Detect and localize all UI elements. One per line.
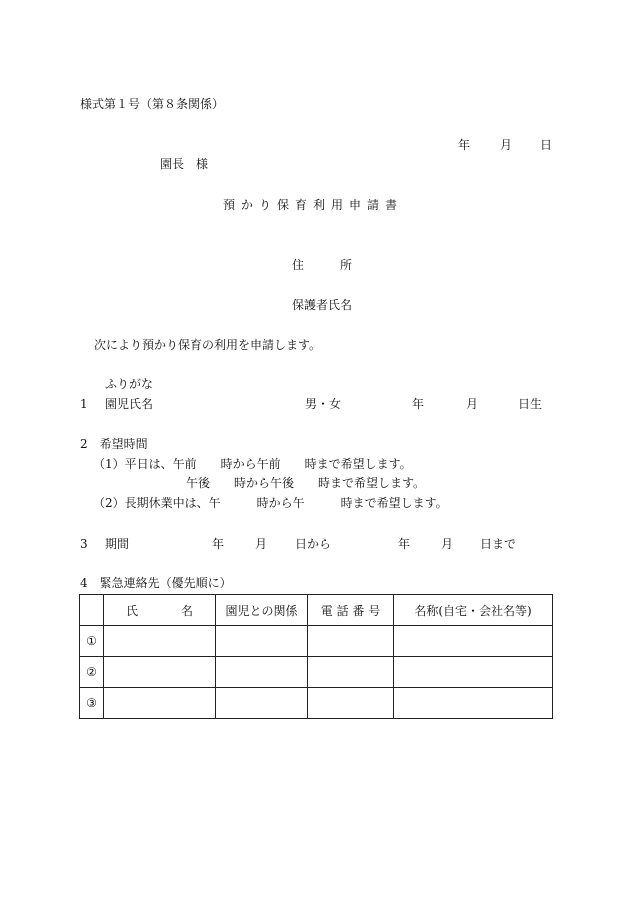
birth-day-label: 日生: [518, 397, 543, 411]
date-month-label: 月: [500, 138, 513, 152]
period-from-year: 年: [212, 537, 225, 551]
phone-header: 電 話 番 号: [308, 595, 394, 626]
contact-name-cell[interactable]: [104, 626, 216, 657]
period-to-month: 月: [441, 537, 454, 551]
gender-label: 男・女: [305, 397, 342, 411]
emergency-contacts-table: [79, 594, 553, 719]
contact-phone-cell[interactable]: [308, 657, 394, 688]
row-marker: ②: [80, 657, 104, 688]
contact-place-cell[interactable]: [394, 688, 553, 719]
weekday-hours-line: （1）平日は、午前 時から午前 時まで希望します。: [93, 457, 412, 471]
holiday-hours-line: （2）長期休業中は、午 時から午 時まで希望します。: [93, 496, 448, 510]
intro-text: 次により預かり保育の利用を申請します。: [94, 338, 322, 352]
relation-header: 園児との関係: [216, 595, 308, 626]
name-header: [104, 595, 216, 626]
guardian-name-label: 保護者氏名: [292, 298, 353, 312]
date-day-label: 日: [540, 138, 553, 152]
place-header: 名称(自宅・会社名等): [394, 595, 553, 626]
contact-relation-cell[interactable]: [216, 657, 308, 688]
section1-number: 1: [80, 397, 88, 411]
form-number: 様式第１号（第８条関係）: [80, 97, 225, 111]
table-row: [80, 626, 553, 657]
section2-heading: 2 希望時間: [80, 437, 148, 451]
contact-relation-cell[interactable]: [216, 626, 308, 657]
period-from-month: 月: [255, 537, 268, 551]
furigana-label: ふりがな: [105, 377, 154, 391]
document-title: 預かり保育利用申請書: [223, 198, 404, 212]
section4-heading: 4 緊急連絡先（優先順に）: [80, 576, 232, 590]
section3-number: 3: [80, 537, 88, 551]
period-label: 期間: [105, 537, 130, 551]
address-label: 住 所: [292, 258, 353, 272]
table-row: [80, 688, 553, 719]
birth-year-label: 年: [412, 397, 425, 411]
contact-name-cell[interactable]: [104, 688, 216, 719]
marker-header: [80, 595, 104, 626]
row-marker: ①: [80, 626, 104, 657]
contact-phone-cell[interactable]: [308, 688, 394, 719]
birth-month-label: 月: [466, 397, 479, 411]
addressee: 園長 様: [160, 157, 209, 171]
contact-name-cell[interactable]: [104, 657, 216, 688]
contact-relation-cell[interactable]: [216, 688, 308, 719]
child-name-label: 園児氏名: [105, 397, 154, 411]
contact-phone-cell[interactable]: [308, 626, 394, 657]
name-header-a: 氏: [126, 603, 139, 618]
row-marker: ③: [80, 688, 104, 719]
table-header-row: [80, 595, 553, 626]
contact-place-cell[interactable]: [394, 626, 553, 657]
period-to-day: 日まで: [480, 537, 517, 551]
period-to-year: 年: [398, 537, 411, 551]
table-row: [80, 657, 553, 688]
period-from-day: 日から: [295, 537, 332, 551]
name-header-b: 名: [180, 603, 193, 618]
date-year-label: 年: [458, 138, 471, 152]
afternoon-hours-line: 午後 時から午後 時まで希望します。: [186, 476, 426, 490]
contact-place-cell[interactable]: [394, 657, 553, 688]
